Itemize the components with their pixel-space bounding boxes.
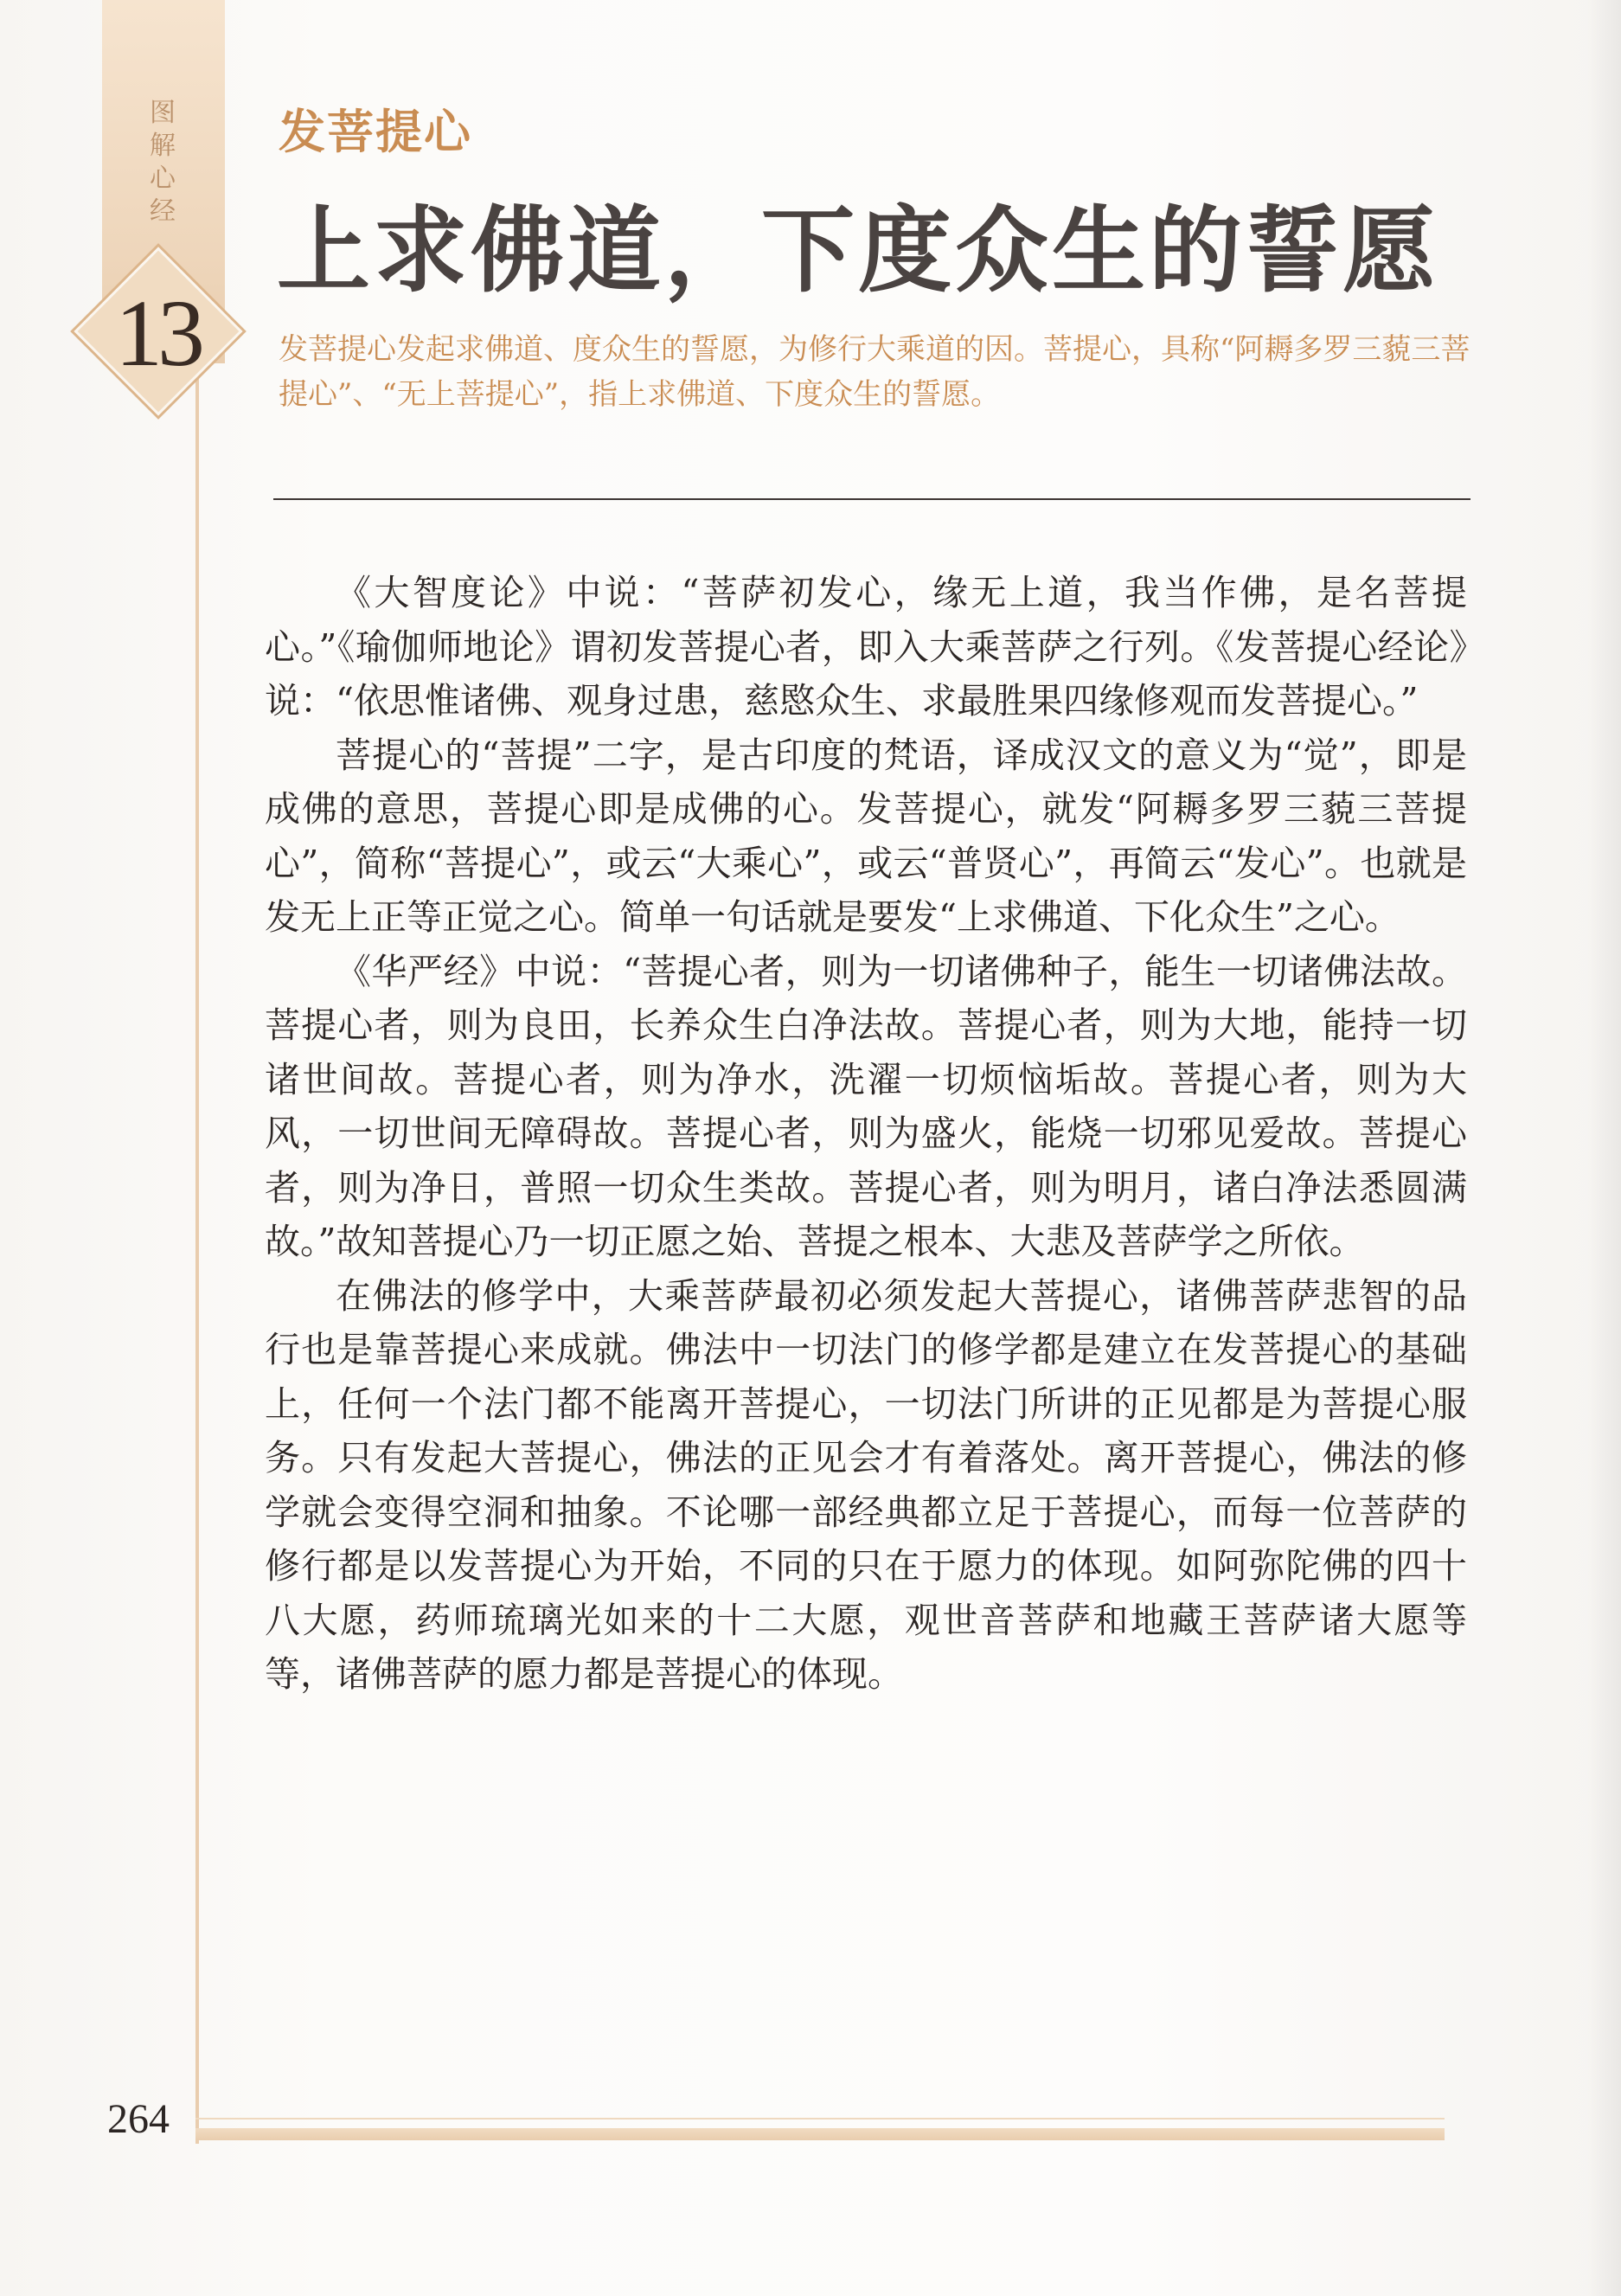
chapter-number: 13 (115, 280, 200, 386)
side-rule (195, 363, 199, 2144)
book-label-char: 图 (150, 98, 176, 128)
body-text (265, 566, 1467, 1702)
book-label-char: 经 (150, 196, 176, 227)
page-number: 264 (107, 2096, 170, 2142)
paragraph: 《华严经》中说：“菩提心者，则为一切诸佛种子，能生一切诸佛法故。菩提心者，则为良田，长养众生白净法故。菩提心者，则为大地，能持一切诸世间故。菩提心者，则为净水，洗濯一切烦恼垢故。菩提心者，则为大风，一切世间无障碍故。菩提心者，则为盛火，能烧一切邪见爱故。菩提心者，则为净日，普照一切众生类故。菩提心者，则为明月，诸白净法悉圆满故。”故知菩提心乃一切正愿之始、菩提之根本、大悲及菩萨学之所依。 (265, 950, 1467, 1262)
paragraph: 在佛法的修学中，大乘菩萨最初必须发起大菩提心，诸佛菩萨悲智的品行也是靠菩提心来成就。佛法中一切法门的修学都是建立在发菩提心的基础上，任何一个法门都不能离开菩提心，一切法门所讲的正见都是为菩提心服务。只有发起大菩提心，佛法的正见会才有着落处。离开菩提心，佛法的修学就会变得空洞和抽象。不论哪一部经典都立足于菩提心，而每一位菩萨的修行都是以发菩提心为开始，不同的只在于愿力的体现。如阿弥陀佛的四十八大愿，药师琉璃光如来的十二大愿，观世音菩萨和地藏王菩萨诸大愿等等，诸佛菩萨的愿力都是菩提心的体现。 (265, 1274, 1467, 1695)
intro-text: 发菩提心发起求佛道、度众生的誓愿，为修行大乘道的因。菩提心，具称“阿耨多罗三藐三菩提心”、“无上菩提心”，指上求佛道、下度众生的誓愿。 (279, 332, 1470, 412)
book-label-char: 心 (150, 164, 176, 194)
header-divider (273, 498, 1470, 500)
footer-rule-thin (195, 2118, 1445, 2120)
binding-shadow (1586, 0, 1621, 2296)
paragraph: 菩提心的“菩提”二字，是古印度的梵语，译成汉文的意义为“觉”，即是成佛的意思，菩提心即是成佛的心。发菩提心，就发“阿耨多罗三藐三菩提心”，简称“菩提心”，或云“大乘心”，或云“普贤心”，再简云“发心”。也就是发无上正等正觉之心。简单一句话就是要发“上求佛道、下化众生”之心。 (265, 734, 1467, 938)
book-label-char: 解 (150, 131, 176, 161)
footer-rule (195, 2128, 1445, 2140)
page-title: 上求佛道，下度众生的誓愿 (277, 196, 1440, 305)
chapter-badge (78, 251, 237, 410)
paragraph: 《大智度论》中说：“菩萨初发心，缘无上道，我当作佛，是名菩提心。”《瑜伽师地论》谓初发菩提心者，即入大乘菩萨之行列。《发菩提心经论》说：“依思惟诸佛、观身过患，慈愍众生、求最胜果四缘修观而发菩提心。” (265, 572, 1467, 722)
book-label (144, 97, 182, 228)
section-tag: 发菩提心 (279, 104, 472, 159)
